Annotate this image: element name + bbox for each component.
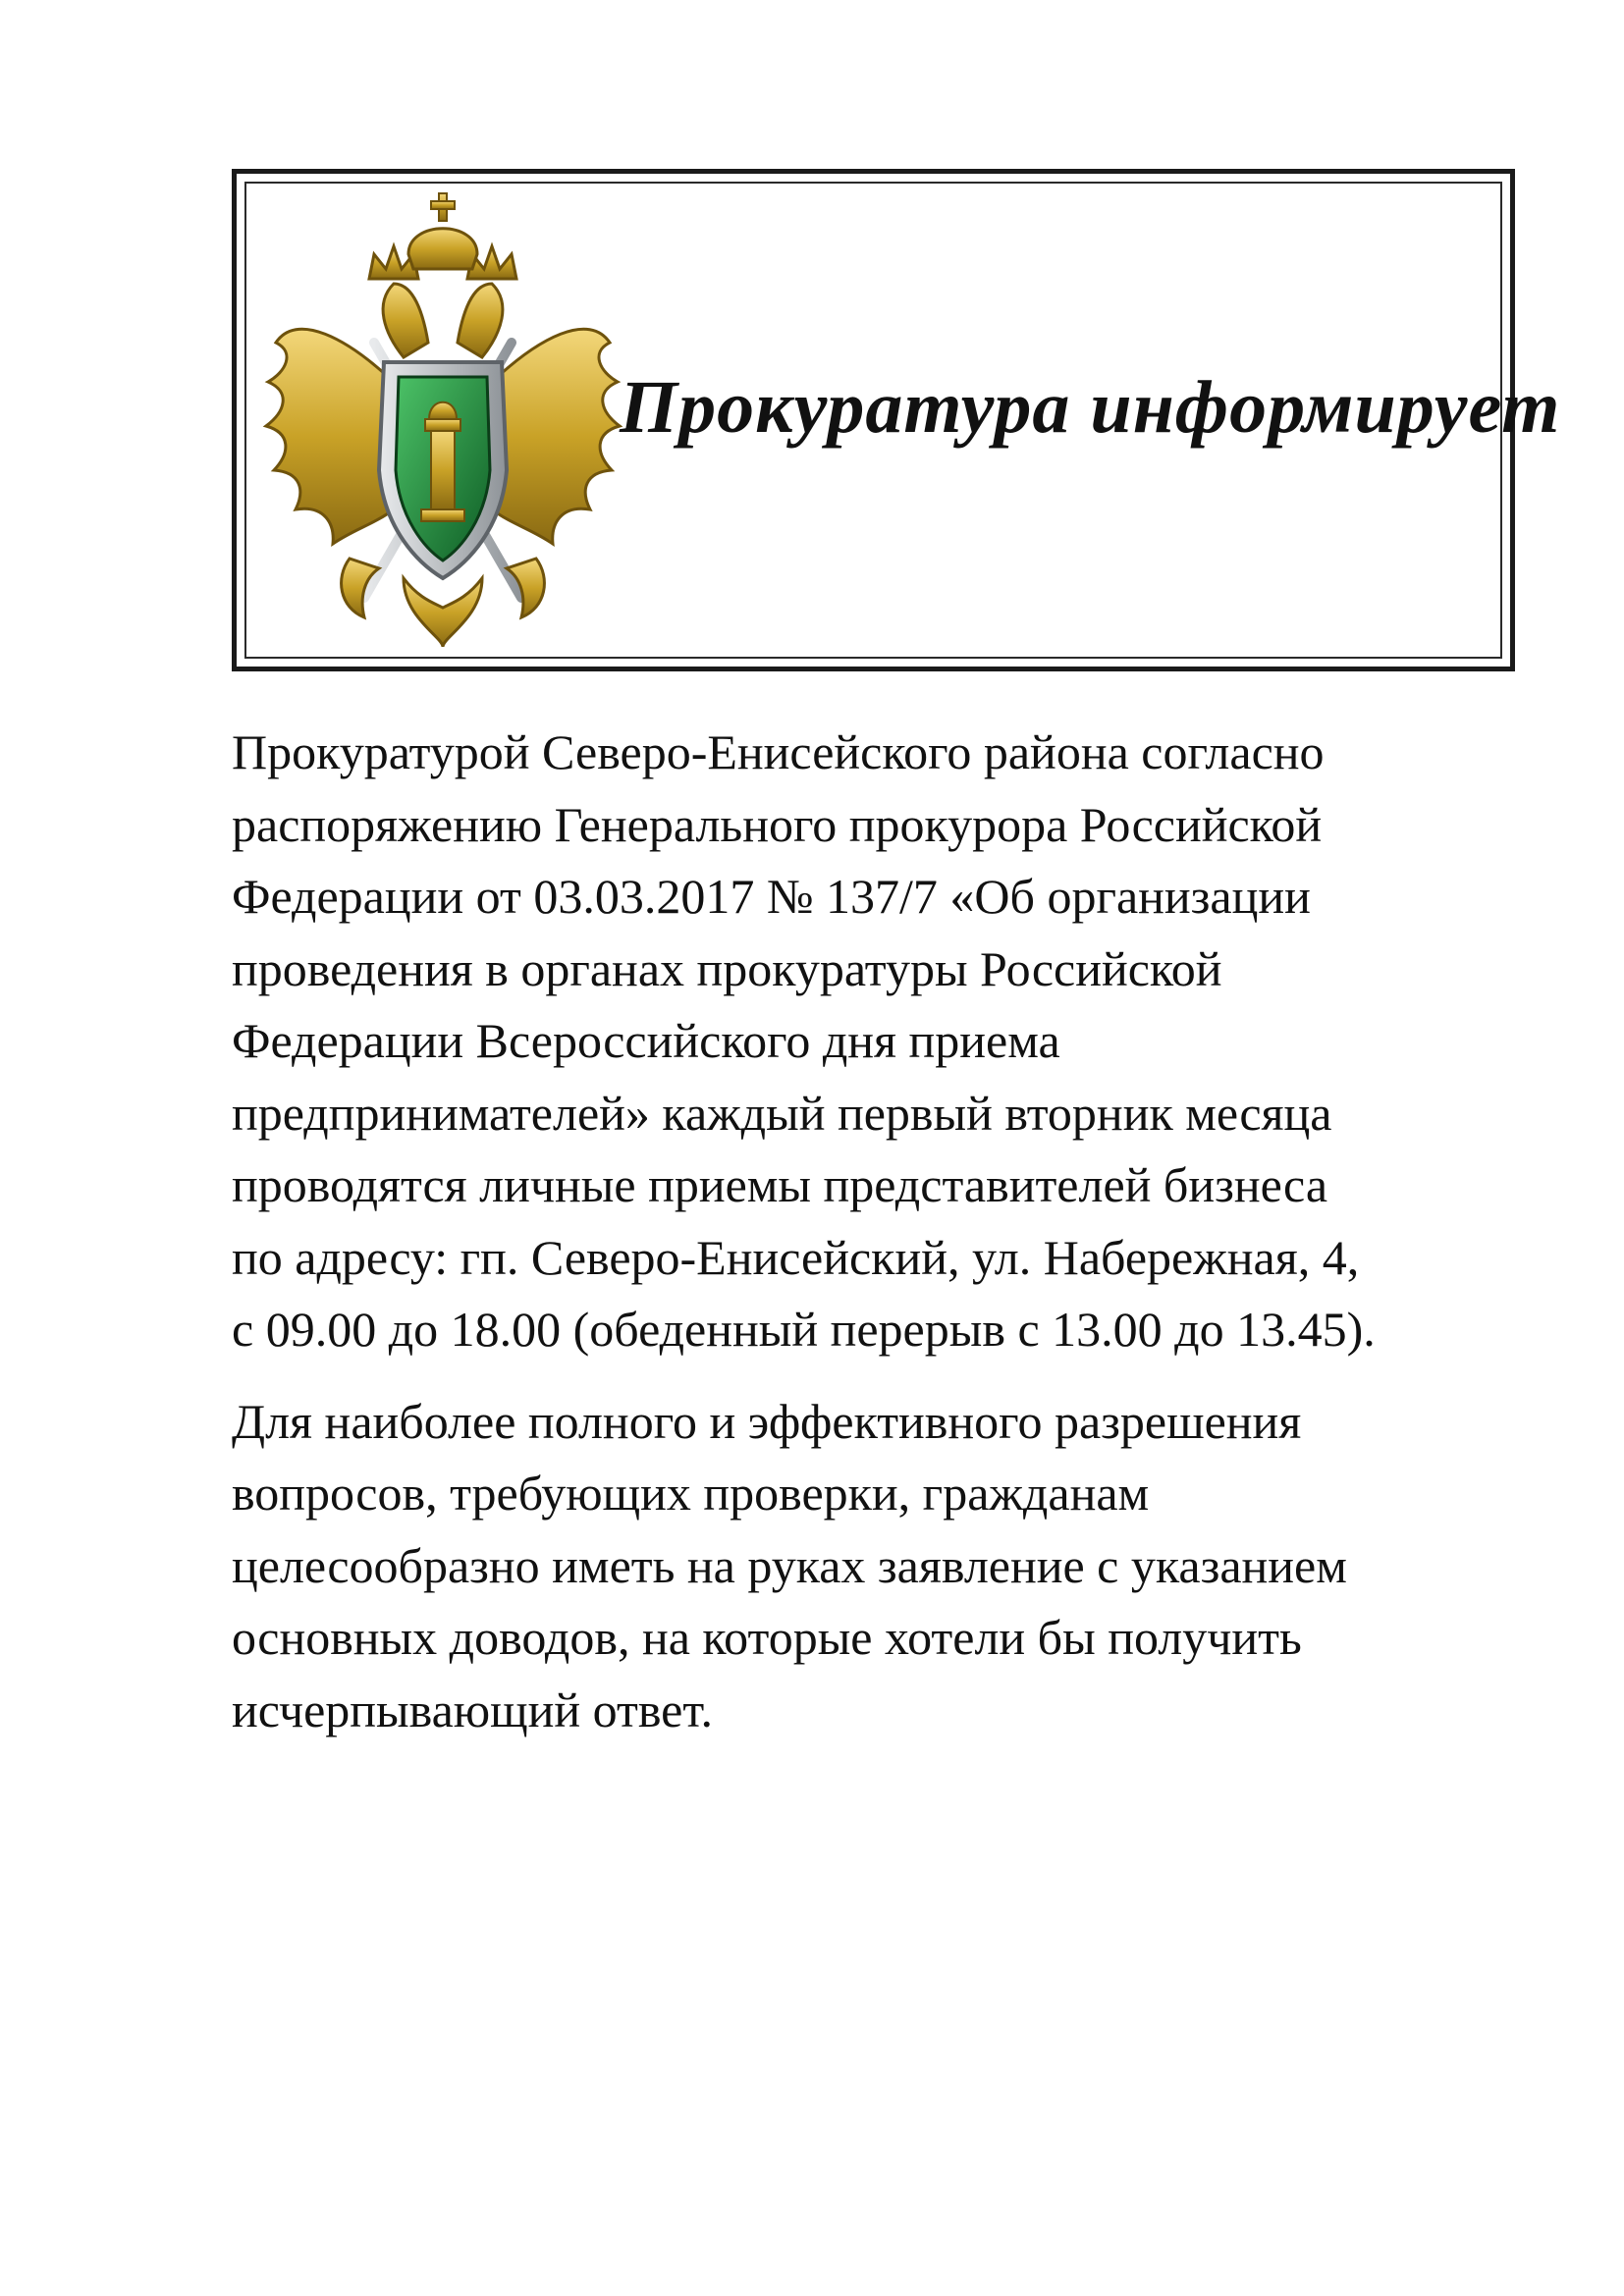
paragraph-reception-schedule: Прокуратурой Северо-Енисейского района согласно распоряжению Генерального прокурора Российской Федерации от 03.03.2017 № 137/7 «Об организации проведения в органах прокуратуры Российской Федерации Всероссийского дня приема предпринимателей» каждый первый вторник месяца проводятся личные приемы представителей бизнеса по адресу: гп. Северо-Енисейский, ул. Набережная, 4, с 09.00 до 18.00 (обеденный перерыв с 13.00 до 13.45). — [232, 724, 1376, 1357]
banner-title: Прокуратура информирует — [620, 366, 1561, 449]
header-banner — [232, 169, 1561, 671]
paragraph-recommendation: Для наиболее полного и эффективного разрешения вопросов, требующих проверки, гражданам целесообразно иметь на руках заявление с указанием основных доводов, на которые хотели бы получить исчерпывающий ответ. — [232, 1393, 1347, 1737]
prosecutor-emblem-icon — [256, 186, 629, 653]
announcement-body — [232, 717, 1538, 1766]
